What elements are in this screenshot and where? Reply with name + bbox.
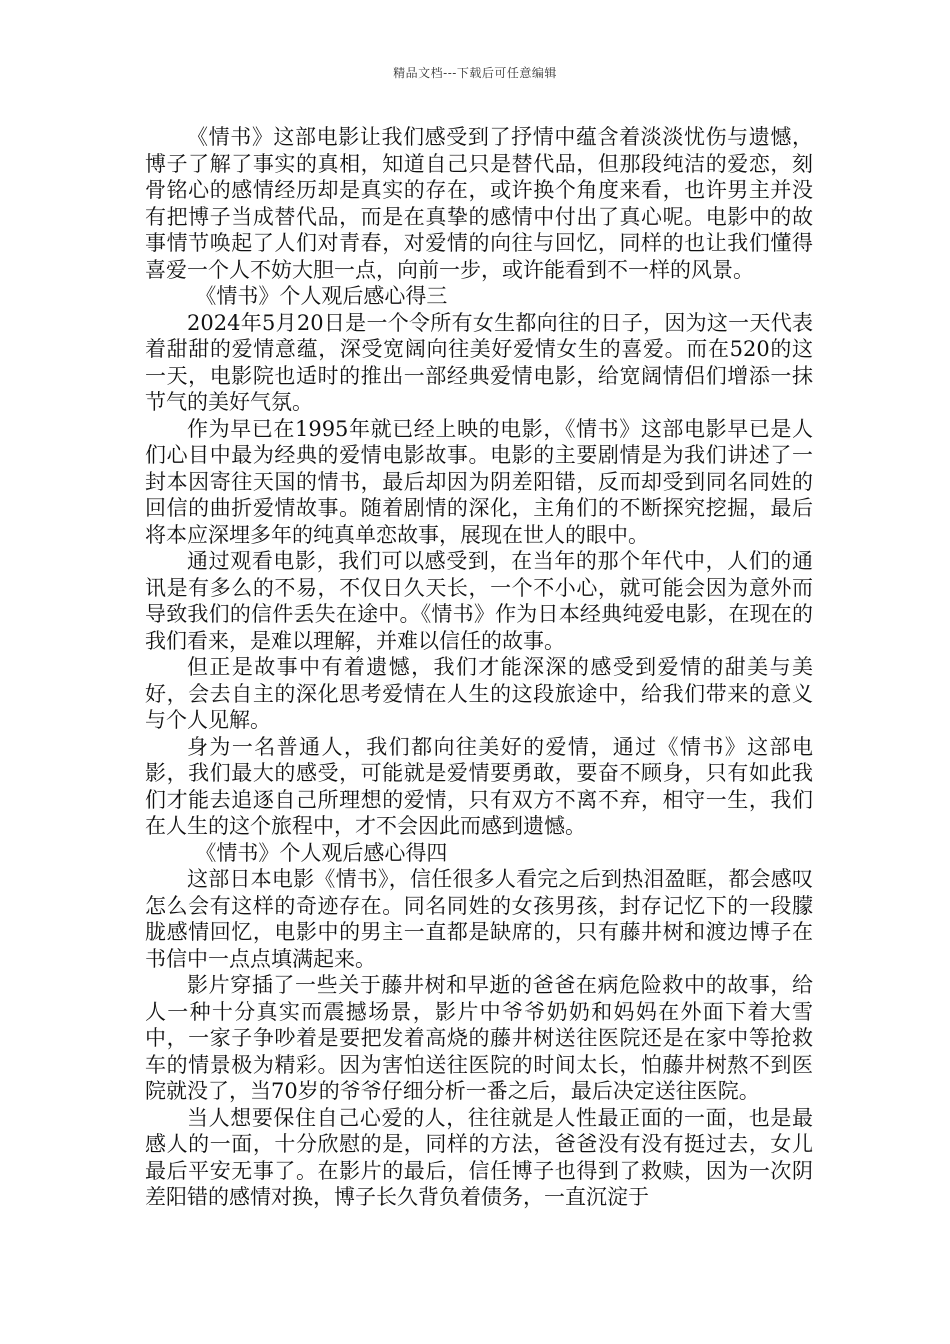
paragraph: 影片穿插了一些关于藤井树和早逝的爸爸在病危险救中的故事，给人一种十分真实而震撼场景，影片中爷爷奶奶和妈妈在外面下着大雪中，一家子争吵着是要把发着高烧的藤井树送往医院还是在家中等抢救车的情景极为精彩。因为害怕送往医院的时间太长，怕藤井树熬不到医院就没了，当70岁的爷爷仔细分析一番之后，最后决定送往医院。 [145,973,813,1103]
paragraph: 但正是故事中有着遗憾，我们才能深深的感受到爱情的甜美与美好，会去自主的深化思考爱情在人生的这段旅途中，给我们带来的意义与个人见解。 [145,655,813,732]
section-heading: 《情书》个人观后感心得四 [195,840,448,865]
paragraph: 这部日本电影《情书》，信任很多人看完之后到热泪盈眶，都会感叹怎么会有这样的奇迹存在。同名同姓的女孩男孩，封存记忆下的一段朦胧感情回忆，电影中的男主一直都是缺席的，只有藤井树和渡边博子在书信中一点点填满起来。 [145,867,813,971]
paragraph: 2024年5月20日是一个令所有女生都向往的日子，因为这一天代表着甜甜的爱情意蕴，深受宽阔向往美好爱情女生的喜爱。而在520的这一天，电影院也适时的推出一部经典爱情电影，给宽阔情侣们增添一抹节气的美好气氛。 [145,310,813,414]
paragraph: 当人想要保住自己心爱的人，往往就是人性最正面的一面，也是最感人的一面，十分欣慰的是，同样的方法，爸爸没有没有挺过去，女儿最后平安无事了。在影片的最后，信任博子也得到了救赎，因为一次阴差阳错的感情对换，博子长久背负着债务，一直沉淀于 [145,1105,813,1209]
document-body [145,124,813,1211]
paragraph: 《情书》这部电影让我们感受到了抒情中蕴含着淡淡忧伤与遗憾，博子了解了事实的真相，知道自己只是替代品，但那段纯洁的爱恋，刻骨铭心的感情经历却是真实的存在，或许换个角度来看，也许男主并没有把博子当成替代品，而是在真挚的感情中付出了真心呢。电影中的故事情节唤起了人们对青春，对爱情的向往与回忆，同样的也让我们懂得喜爱一个人不妨大胆一点，向前一步，或许能看到不一样的风景。 [145,125,813,282]
paragraph: 作为早已在1995年就已经上映的电影，《情书》这部电影早已是人们心目中最为经典的爱情电影故事。电影的主要剧情是为我们讲述了一封本因寄往天国的情书，最后却因为阴差阳错，反而却受到同名同姓的回信的曲折爱情故事。随着剧情的深化，主角们的不断探究挖掘，最后将本应深埋多年的纯真单恋故事，展现在世人的眼中。 [145,416,813,547]
paragraph: 身为一名普通人，我们都向往美好的爱情，通过《情书》这部电影，我们最大的感受，可能就是爱情要勇敢，要奋不顾身，只有如此我们才能去追逐自己所理想的爱情，只有双方不离不弃，相守一生，我们在人生的这个旅程中，才不会因此而感到遗憾。 [145,734,813,838]
paragraph: 通过观看电影，我们可以感受到，在当年的那个年代中，人们的通讯是有多么的不易，不仅日久天长，一个不小心，就可能会因为意外而导致我们的信件丢失在途中。《情书》作为日本经典纯爱电影，在现在的我们看来，是难以理解，并难以信任的故事。 [145,549,813,653]
page-header: 精品文档---下载后可任意编辑 [393,66,557,80]
section-heading: 《情书》个人观后感心得三 [195,284,448,308]
